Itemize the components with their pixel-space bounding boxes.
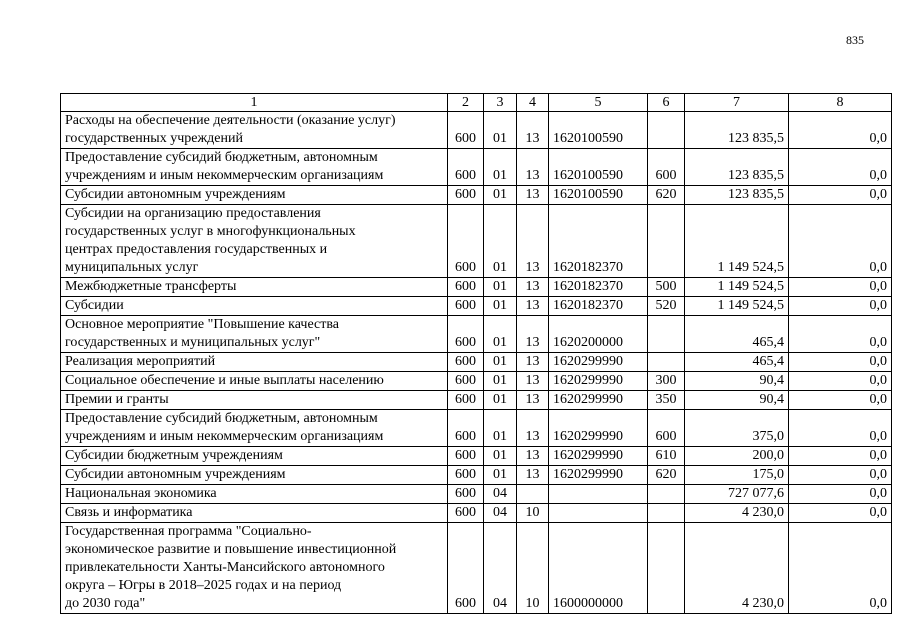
row-label: Связь и информатика bbox=[65, 505, 193, 520]
cell-target-article: 1620182370 bbox=[549, 278, 648, 297]
row-label: Межбюджетные трансферты bbox=[65, 279, 237, 294]
cell-expense-type: 620 bbox=[648, 186, 685, 205]
budget-table bbox=[60, 93, 892, 614]
table-row bbox=[61, 112, 892, 149]
cell-section: 01 bbox=[484, 112, 517, 149]
cell-code-ministry: 600 bbox=[448, 447, 484, 466]
cell-code-ministry: 600 bbox=[448, 149, 484, 186]
cell-target-article: 1620299990 bbox=[549, 391, 648, 410]
cell-name bbox=[61, 410, 448, 447]
cell-target-article: 1620100590 bbox=[549, 186, 648, 205]
cell-amount: 175,0 bbox=[685, 466, 789, 485]
cell-subsection: 13 bbox=[517, 186, 549, 205]
cell-section: 01 bbox=[484, 149, 517, 186]
cell-expense-type: 600 bbox=[648, 149, 685, 186]
cell-expense-type: 610 bbox=[648, 447, 685, 466]
cell-amount-extra: 0,0 bbox=[789, 466, 892, 485]
cell-subsection: 10 bbox=[517, 504, 549, 523]
cell-target-article: 1620200000 bbox=[549, 316, 648, 353]
table-row bbox=[61, 485, 892, 504]
table-row bbox=[61, 410, 892, 447]
cell-amount: 375,0 bbox=[685, 410, 789, 447]
cell-section: 01 bbox=[484, 278, 517, 297]
cell-expense-type bbox=[648, 316, 685, 353]
cell-target-article: 1620100590 bbox=[549, 149, 648, 186]
cell-amount: 123 835,5 bbox=[685, 112, 789, 149]
table-row bbox=[61, 466, 892, 485]
row-label: Субсидии автономным учреждениям bbox=[65, 467, 286, 482]
cell-subsection: 13 bbox=[517, 447, 549, 466]
cell-name bbox=[61, 316, 448, 353]
cell-expense-type: 520 bbox=[648, 297, 685, 316]
cell-section: 04 bbox=[484, 504, 517, 523]
cell-amount-extra: 0,0 bbox=[789, 112, 892, 149]
header-cell: 4 bbox=[517, 94, 549, 112]
cell-amount: 123 835,5 bbox=[685, 149, 789, 186]
cell-section: 01 bbox=[484, 297, 517, 316]
header-cell: 8 bbox=[789, 94, 892, 112]
cell-section: 04 bbox=[484, 523, 517, 614]
cell-name bbox=[61, 466, 448, 485]
cell-expense-type bbox=[648, 485, 685, 504]
cell-subsection: 13 bbox=[517, 316, 549, 353]
cell-amount: 90,4 bbox=[685, 391, 789, 410]
cell-amount: 1 149 524,5 bbox=[685, 297, 789, 316]
row-label: Социальное обеспечение и иные выплаты населению bbox=[65, 373, 384, 388]
cell-amount-extra: 0,0 bbox=[789, 316, 892, 353]
row-label: Субсидии автономным учреждениям bbox=[65, 187, 286, 202]
cell-amount-extra: 0,0 bbox=[789, 391, 892, 410]
cell-subsection: 13 bbox=[517, 205, 549, 278]
header-cell: 2 bbox=[448, 94, 484, 112]
table-row bbox=[61, 149, 892, 186]
cell-expense-type: 350 bbox=[648, 391, 685, 410]
header-cell: 6 bbox=[648, 94, 685, 112]
cell-amount-extra: 0,0 bbox=[789, 149, 892, 186]
header-cell: 1 bbox=[61, 94, 448, 112]
table-row bbox=[61, 278, 892, 297]
table-row bbox=[61, 297, 892, 316]
cell-code-ministry: 600 bbox=[448, 466, 484, 485]
cell-section: 01 bbox=[484, 353, 517, 372]
cell-amount-extra: 0,0 bbox=[789, 297, 892, 316]
table-row bbox=[61, 372, 892, 391]
cell-section: 01 bbox=[484, 391, 517, 410]
row-label: Государственная программа "Социально- экономическое развитие и повышение инвестиционной привлекательности Ханты-Мансийского автономного округа – Югры в 2018–2025 годах и на период до 2030 года" bbox=[65, 524, 397, 611]
cell-subsection: 13 bbox=[517, 149, 549, 186]
cell-amount: 4 230,0 bbox=[685, 504, 789, 523]
cell-subsection bbox=[517, 485, 549, 504]
cell-code-ministry: 600 bbox=[448, 278, 484, 297]
row-label: Основное мероприятие "Повышение качества государственных и муниципальных услуг" bbox=[65, 317, 339, 350]
cell-subsection: 13 bbox=[517, 372, 549, 391]
cell-subsection: 13 bbox=[517, 297, 549, 316]
cell-section: 01 bbox=[484, 466, 517, 485]
cell-amount-extra: 0,0 bbox=[789, 447, 892, 466]
cell-code-ministry: 600 bbox=[448, 523, 484, 614]
cell-name bbox=[61, 112, 448, 149]
table-row bbox=[61, 186, 892, 205]
row-label: Субсидии на организацию предоставления государственных услуг в многофункциональных центрах предоставления государственных и муниципальных услуг bbox=[65, 206, 356, 275]
cell-amount-extra: 0,0 bbox=[789, 410, 892, 447]
cell-target-article: 1620299990 bbox=[549, 466, 648, 485]
row-label: Субсидии bbox=[65, 298, 124, 313]
cell-amount: 200,0 bbox=[685, 447, 789, 466]
cell-section: 04 bbox=[484, 485, 517, 504]
row-label: Предоставление субсидий бюджетным, автономным учреждениям и иным некоммерческим организациям bbox=[65, 150, 384, 183]
cell-amount-extra: 0,0 bbox=[789, 523, 892, 614]
cell-name bbox=[61, 523, 448, 614]
cell-amount: 727 077,6 bbox=[685, 485, 789, 504]
cell-code-ministry: 600 bbox=[448, 372, 484, 391]
table-row bbox=[61, 353, 892, 372]
header-cell: 3 bbox=[484, 94, 517, 112]
cell-section: 01 bbox=[484, 186, 517, 205]
cell-expense-type bbox=[648, 112, 685, 149]
cell-expense-type bbox=[648, 353, 685, 372]
cell-code-ministry: 600 bbox=[448, 410, 484, 447]
cell-target-article: 1620100590 bbox=[549, 112, 648, 149]
cell-expense-type: 620 bbox=[648, 466, 685, 485]
cell-expense-type bbox=[648, 205, 685, 278]
header-row bbox=[61, 94, 892, 112]
cell-expense-type bbox=[648, 523, 685, 614]
cell-subsection: 13 bbox=[517, 410, 549, 447]
row-label: Предоставление субсидий бюджетным, автономным учреждениям и иным некоммерческим организациям bbox=[65, 411, 384, 444]
cell-subsection: 13 bbox=[517, 391, 549, 410]
cell-amount-extra: 0,0 bbox=[789, 353, 892, 372]
row-label: Премии и гранты bbox=[65, 392, 169, 407]
cell-subsection: 13 bbox=[517, 466, 549, 485]
cell-section: 01 bbox=[484, 410, 517, 447]
table-row bbox=[61, 523, 892, 614]
cell-name bbox=[61, 447, 448, 466]
cell-amount: 90,4 bbox=[685, 372, 789, 391]
cell-amount: 1 149 524,5 bbox=[685, 205, 789, 278]
table-row bbox=[61, 391, 892, 410]
cell-code-ministry: 600 bbox=[448, 205, 484, 278]
cell-section: 01 bbox=[484, 316, 517, 353]
cell-section: 01 bbox=[484, 447, 517, 466]
table-row bbox=[61, 205, 892, 278]
row-label: Субсидии бюджетным учреждениям bbox=[65, 448, 283, 463]
cell-code-ministry: 600 bbox=[448, 504, 484, 523]
cell-name bbox=[61, 205, 448, 278]
row-label: Расходы на обеспечение деятельности (оказание услуг) государственных учреждений bbox=[65, 113, 396, 146]
cell-target-article: 1620299990 bbox=[549, 447, 648, 466]
cell-subsection: 13 bbox=[517, 353, 549, 372]
cell-amount-extra: 0,0 bbox=[789, 186, 892, 205]
cell-subsection: 13 bbox=[517, 112, 549, 149]
table-body bbox=[61, 112, 892, 614]
cell-target-article bbox=[549, 485, 648, 504]
cell-code-ministry: 600 bbox=[448, 485, 484, 504]
cell-amount: 465,4 bbox=[685, 316, 789, 353]
table-row bbox=[61, 316, 892, 353]
cell-amount-extra: 0,0 bbox=[789, 278, 892, 297]
cell-subsection: 13 bbox=[517, 278, 549, 297]
cell-subsection: 10 bbox=[517, 523, 549, 614]
cell-name bbox=[61, 278, 448, 297]
cell-target-article: 1600000000 bbox=[549, 523, 648, 614]
cell-expense-type: 500 bbox=[648, 278, 685, 297]
cell-amount-extra: 0,0 bbox=[789, 485, 892, 504]
cell-code-ministry: 600 bbox=[448, 353, 484, 372]
cell-expense-type: 300 bbox=[648, 372, 685, 391]
cell-name bbox=[61, 391, 448, 410]
cell-name bbox=[61, 372, 448, 391]
cell-code-ministry: 600 bbox=[448, 391, 484, 410]
row-label: Реализация мероприятий bbox=[65, 354, 216, 369]
cell-target-article: 1620299990 bbox=[549, 353, 648, 372]
table-row bbox=[61, 447, 892, 466]
cell-amount: 4 230,0 bbox=[685, 523, 789, 614]
cell-name bbox=[61, 353, 448, 372]
cell-expense-type: 600 bbox=[648, 410, 685, 447]
cell-amount-extra: 0,0 bbox=[789, 205, 892, 278]
page-number: 835 bbox=[846, 33, 864, 47]
cell-target-article: 1620182370 bbox=[549, 205, 648, 278]
cell-section: 01 bbox=[484, 205, 517, 278]
cell-code-ministry: 600 bbox=[448, 297, 484, 316]
cell-name bbox=[61, 485, 448, 504]
cell-amount-extra: 0,0 bbox=[789, 504, 892, 523]
cell-target-article: 1620182370 bbox=[549, 297, 648, 316]
cell-target-article bbox=[549, 504, 648, 523]
cell-amount: 1 149 524,5 bbox=[685, 278, 789, 297]
cell-expense-type bbox=[648, 504, 685, 523]
cell-name bbox=[61, 504, 448, 523]
header-cell: 5 bbox=[549, 94, 648, 112]
cell-code-ministry: 600 bbox=[448, 316, 484, 353]
header-cell: 7 bbox=[685, 94, 789, 112]
row-label: Национальная экономика bbox=[65, 486, 217, 501]
cell-name bbox=[61, 297, 448, 316]
cell-section: 01 bbox=[484, 372, 517, 391]
cell-code-ministry: 600 bbox=[448, 112, 484, 149]
cell-amount: 123 835,5 bbox=[685, 186, 789, 205]
cell-target-article: 1620299990 bbox=[549, 410, 648, 447]
cell-amount: 465,4 bbox=[685, 353, 789, 372]
cell-amount-extra: 0,0 bbox=[789, 372, 892, 391]
cell-name bbox=[61, 186, 448, 205]
table-row bbox=[61, 504, 892, 523]
cell-target-article: 1620299990 bbox=[549, 372, 648, 391]
cell-code-ministry: 600 bbox=[448, 186, 484, 205]
cell-name bbox=[61, 149, 448, 186]
